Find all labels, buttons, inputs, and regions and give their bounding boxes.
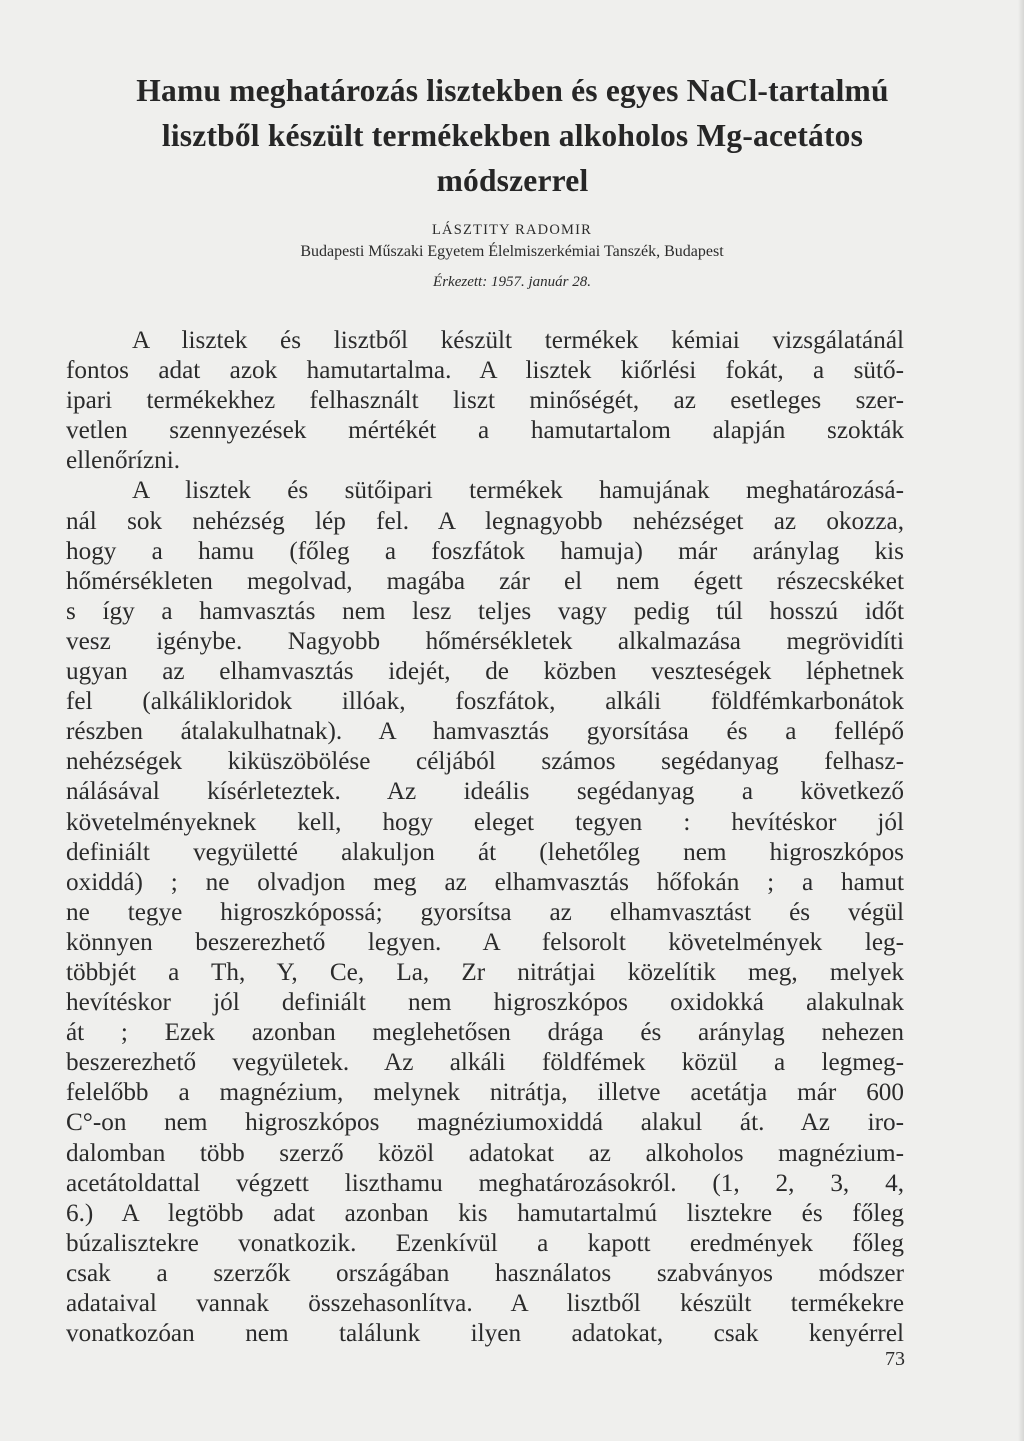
- text-line: csak a szerzők országában használatos szabványos módszer: [66, 1259, 904, 1287]
- author-name: LÁSZTITY RADOMIR: [431, 222, 593, 238]
- text-line: s így a hamvasztás nem lesz teljes vagy pedig túl hosszú időt: [66, 597, 904, 625]
- received-date: Érkezett: 1957. január 28.: [433, 274, 591, 290]
- text-line: A lisztek és sütőipari termékek hamujának meghatározásá-: [132, 477, 904, 505]
- text-line: nehézségek kiküszöbölése céljából számos segédanyag felhasz-: [66, 748, 904, 776]
- paragraph: [66, 326, 904, 476]
- text-line: fontos adat azok hamutartalma. A lisztek kiőrlési fokát, a sütő-: [66, 357, 904, 385]
- text-line: ellenőrízni.: [66, 447, 180, 475]
- text-line: többjét a Th, Y, Ce, La, Zr nitrátjai közelítik meg, melyek: [66, 958, 904, 986]
- text-line: ne tegye higroszkópossá; gyorsítsa az elhamvasztást és végül: [66, 898, 904, 926]
- text-line: vonatkozóan nem találunk ilyen adatokat, csak kenyérrel: [66, 1320, 904, 1348]
- text-line: hogy a hamu (főleg a foszfátok hamuja) már aránylag kis: [66, 537, 904, 565]
- article-body: [66, 326, 904, 1349]
- text-line: definiált vegyületté alakuljon át (lehetőleg nem higroszkópos: [66, 838, 904, 866]
- page-number: 73: [885, 1348, 905, 1370]
- text-line: 6.) A legtöbb adat azonban kis hamutartalmú lisztekre és főleg: [66, 1199, 904, 1227]
- text-line: hőmérsékleten megolvad, magába zár el nem égett részecskéket: [66, 567, 904, 595]
- text-line: nálásával kísérleteztek. Az ideális segédanyag a következő: [66, 778, 904, 806]
- text-line: vesz igénybe. Nagyobb hőmérsékletek alkalmazása megrövidíti: [66, 627, 904, 655]
- text-line: ipari termékekhez felhasznált liszt minőségét, az esetleges szer-: [66, 387, 904, 415]
- text-line: adataival vannak összehasonlítva. A lisztből készült termékekre: [66, 1290, 904, 1317]
- title-line: módszerrel: [436, 163, 589, 198]
- article-title: [60, 68, 965, 203]
- text-line: A lisztek és lisztből készült termékek kémiai vizsgálatánál: [132, 327, 904, 354]
- text-line: dalomban több szerző közöl adatokat az alkoholos magnézium-: [66, 1139, 904, 1167]
- text-line: át ; Ezek azonban meglehetősen drága és aránylag nehezen: [66, 1019, 904, 1047]
- text-line: hevítéskor jól definiált nem higroszkópos oxidokká alakulnak: [66, 989, 904, 1017]
- text-line: oxiddá) ; ne olvadjon meg az elhamvasztás hőfokán ; a hamut: [66, 868, 904, 896]
- page-edge-shadow: [1018, 0, 1024, 1441]
- text-line: felelőbb a magnézium, melynek nitrátja, illetve acetátja már 600: [66, 1079, 904, 1107]
- title-line: Hamu meghatározás lisztekben és egyes NaCl-tartalmú: [136, 73, 889, 108]
- author-affiliation: Budapesti Műszaki Egyetem Élelmiszerkémiai Tanszék, Budapest: [300, 243, 724, 260]
- text-line: ugyan az elhamvasztás idejét, de közben veszteségek léphetnek: [66, 658, 904, 686]
- text-line: könnyen beszerezhető legyen. A felsorolt követelmények leg-: [66, 928, 904, 956]
- text-line: részben átalakulhatnak). A hamvasztás gyorsítása és a fellépő: [66, 718, 904, 746]
- text-line: fel (alkálikloridok illóak, foszfátok, alkáli földfémkarbonátok: [66, 688, 904, 716]
- text-line: követelményeknek kell, hogy eleget tegyen : hevítéskor jól: [66, 808, 904, 836]
- text-line: beszerezhető vegyületek. Az alkáli földfémek közül a legmeg-: [66, 1049, 904, 1077]
- text-line: C°-on nem higroszkópos magnéziumoxiddá alakul át. Az iro-: [66, 1109, 904, 1137]
- title-line: lisztből készült termékekben alkoholos Mg-acetátos: [161, 118, 864, 153]
- text-line: vetlen szennyezések mértékét a hamutartalom alapján szokták: [66, 417, 904, 445]
- paragraph: [66, 476, 904, 1349]
- text-line: búzalisztekre vonatkozik. Ezenkívül a kapott eredmények főleg: [66, 1229, 904, 1257]
- text-line: nál sok nehézség lép fel. A legnagyobb nehézséget az okozza,: [66, 507, 904, 535]
- text-line: acetátoldattal végzett liszthamu meghatározásokról. (1, 2, 3, 4,: [66, 1169, 904, 1197]
